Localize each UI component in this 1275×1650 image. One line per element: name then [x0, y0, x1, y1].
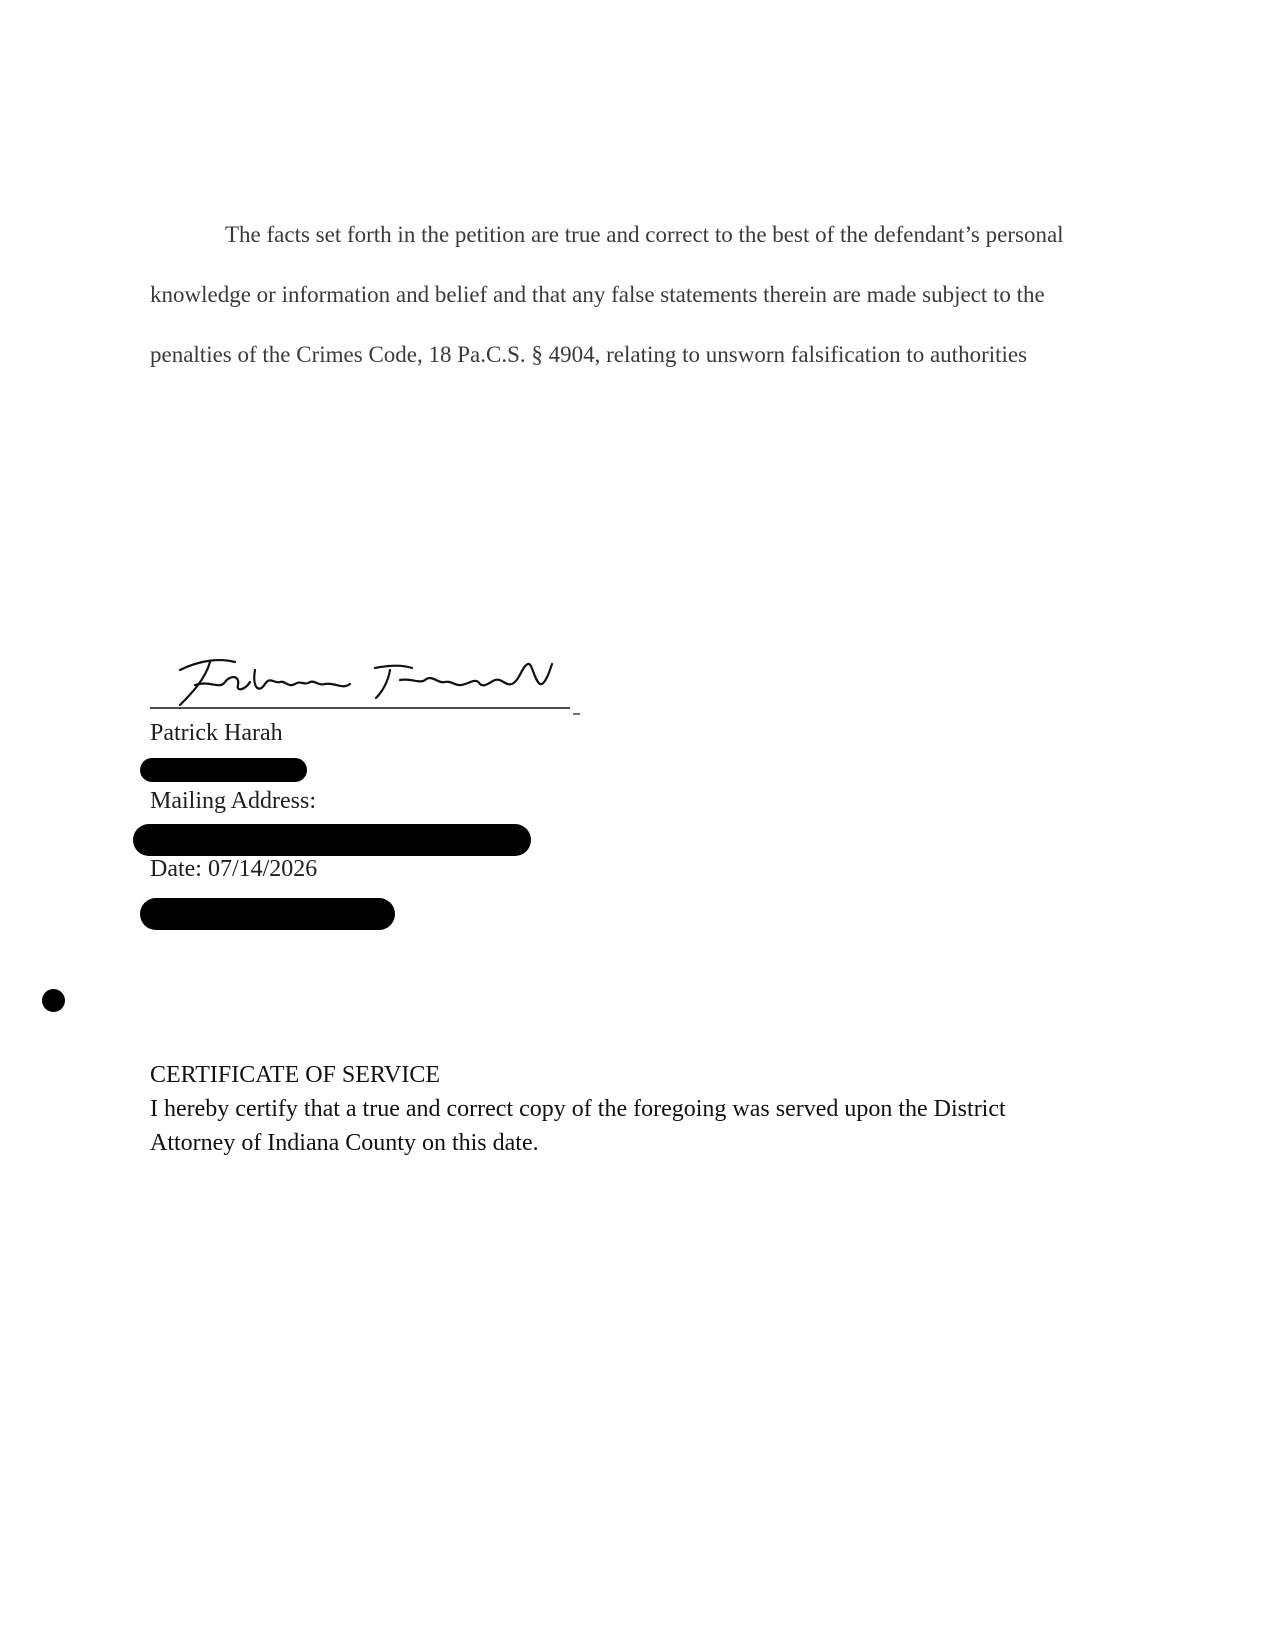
signature-date: Date: 07/14/2026	[150, 856, 318, 882]
certificate-title: CERTIFICATE OF SERVICE	[150, 1062, 440, 1088]
verification-text: The facts set forth in the petition are true and correct to the best of the defendant’s personal knowledge or information and belief and that any false statements therein are made subject to the penalties of the Crimes Code, 18 Pa.C.S. § 4904, relating to unsworn falsification to authorities	[150, 222, 1064, 367]
certificate-body: I hereby certify that a true and correct copy of the foregoing was served upon the District Attorney of Indiana County on this date.	[150, 1096, 1006, 1156]
verification-paragraph	[150, 205, 1130, 385]
certificate-of-service	[150, 1058, 1150, 1160]
handwritten-signature	[150, 640, 620, 715]
redaction-mark	[133, 824, 531, 856]
signer-name: Patrick Harah	[150, 720, 283, 746]
redaction-mark	[140, 898, 395, 930]
mailing-address-label: Mailing Address:	[150, 788, 316, 814]
bullet-dot	[42, 989, 65, 1012]
redaction-mark	[140, 758, 307, 782]
